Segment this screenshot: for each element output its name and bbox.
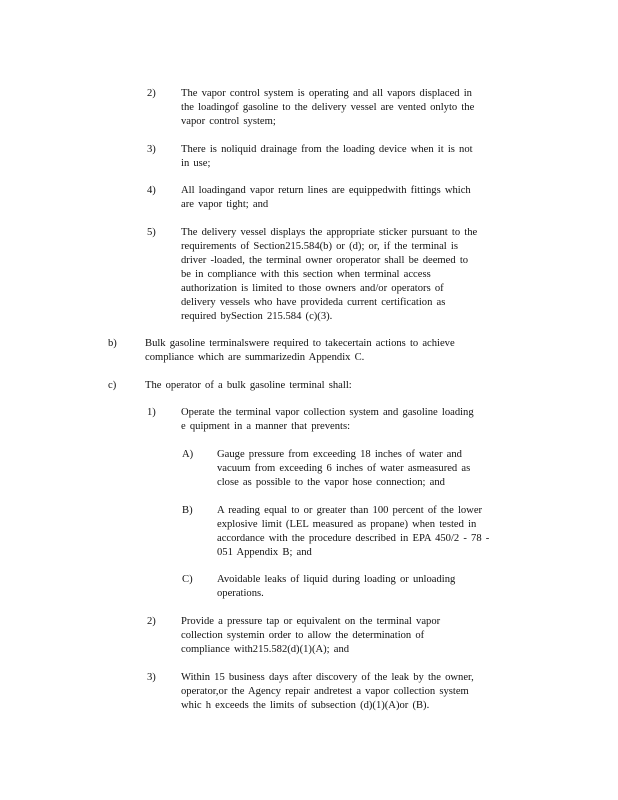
item-text: Gauge pressure from exceeding 18 inches of water and vacuum from exceeding 6 inches of water asmeasured as close as possible to the vapor hose connection; and xyxy=(217,449,471,488)
item-text: Operate the terminal vapor collection system and gasoline loading e quipment in a manner that prevents: xyxy=(181,407,474,432)
item-label: 5) xyxy=(147,227,156,238)
item-label: 2) xyxy=(147,88,156,99)
item-label: 4) xyxy=(147,185,156,196)
item-text: A reading equal to or greater than 100 percent of the lower explosive limit (LEL measured as propane) when tested in accordance with the procedure described in EPA 450/2 - 78 - 051 Appendix B; and xyxy=(217,505,490,558)
item-label: B) xyxy=(182,505,193,516)
item-label: A) xyxy=(182,449,194,460)
item-text: The vapor control system is operating and all vapors displaced in the loadingof gasoline to the delivery vessel are vented onlyto the vapor control system; xyxy=(181,88,475,127)
item-text: There is noliquid drainage from the loading device when it is not in use; xyxy=(181,144,473,169)
item-text: Provide a pressure tap or equivalent on the terminal vapor collection systemin order to allow the determination of compliance with215.582(d)(1)(A); and xyxy=(181,616,441,655)
item-text: Avoidable leaks of liquid during loading or unloading operations. xyxy=(217,574,456,599)
item-text: The delivery vessel displays the appropriate sticker pursuant to the requirements of Section215.584(b) or (d); or, if the terminal is driver -loaded, the terminal owner oroperator shall be deemed to be in compliance with this section when terminal access authorization is limited to those owners and/or operators of delivery vessels who have provideda current certification as required bySection 215.584 (c)(3). xyxy=(181,227,478,322)
item-label: 3) xyxy=(147,672,156,683)
item-label: C) xyxy=(182,574,193,585)
item-text: All loadingand vapor return lines are equippedwith fittings which are vapor tight; and xyxy=(181,185,471,210)
item-label: 2) xyxy=(147,616,156,627)
item-label: 1) xyxy=(147,407,156,418)
item-text: Bulk gasoline terminalswere required to takecertain actions to achieve compliance which are summarizedin Appendix C. xyxy=(145,338,455,363)
item-text: Within 15 business days after discovery of the leak by the owner, operator,or the Agency repair andretest a vapor collection system whic h exceeds the limits of subsection (d)(1)(A)or (B). xyxy=(181,672,474,711)
item-label: c) xyxy=(108,380,117,391)
item-text: The operator of a bulk gasoline terminal shall: xyxy=(145,380,352,391)
item-label: b) xyxy=(108,338,117,349)
item-label: 3) xyxy=(147,144,156,155)
